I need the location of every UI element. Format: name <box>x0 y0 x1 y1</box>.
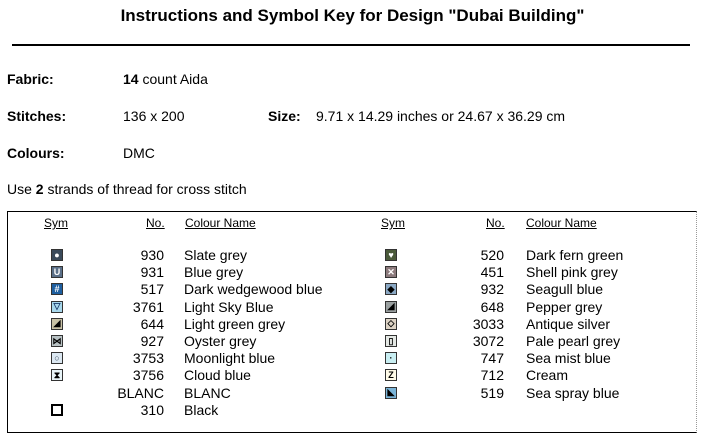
colour-number: 3756 <box>132 367 164 384</box>
grey-square-bowtie-icon: ⋈ <box>52 335 62 346</box>
stitches-value: 136 x 200 <box>123 108 185 124</box>
grey-square-slash-icon: ◢ <box>51 318 63 330</box>
silver-square-diamond-outline-icon: ◇ <box>385 318 397 330</box>
colour-number: 931 <box>140 264 164 281</box>
colour-name: Pepper grey <box>526 298 603 315</box>
dark-square-white-circle-icon: ● <box>51 249 63 261</box>
colour-name: Sea mist blue <box>526 350 611 367</box>
colour-number: 932 <box>480 281 504 298</box>
cream-square-z-icon: Z <box>385 369 397 381</box>
header-name-right: Colour Name <box>526 216 597 230</box>
green-square-heart-icon: ♥ <box>385 249 397 261</box>
header-no-left: No. <box>146 216 165 230</box>
header-sym-left: Sym <box>44 216 68 230</box>
fabric-label: Fabric: <box>7 71 54 87</box>
colour-number: 712 <box>480 367 504 384</box>
blue-square-circle-icon: ○ <box>51 352 63 364</box>
size-label: Size: <box>268 108 301 124</box>
colour-number: 644 <box>140 315 164 332</box>
colour-number: 519 <box>480 384 504 401</box>
colour-name: Light Sky Blue <box>184 298 274 315</box>
colours-label: Colours: <box>7 145 65 161</box>
fabric-value <box>123 71 208 87</box>
colour-name: Blue grey <box>184 264 244 281</box>
fabric-type: count Aida <box>138 71 208 87</box>
note-suffix: strands of thread for cross stitch <box>43 181 247 197</box>
colour-name: Shell pink grey <box>526 264 618 281</box>
fabric-count: 14 <box>123 71 139 87</box>
note-prefix: Use <box>7 181 36 197</box>
colour-number: 648 <box>480 298 504 315</box>
colour-name: Sea spray blue <box>526 384 620 401</box>
colour-number: 520 <box>480 247 504 263</box>
colour-number: BLANC <box>117 384 164 401</box>
strand-count: 2 <box>35 181 44 197</box>
colour-number: 3761 <box>132 298 164 315</box>
stitches-label: Stitches: <box>7 108 67 124</box>
pale-blue-square-hourglass-icon: ⧗ <box>51 369 63 381</box>
colour-number: 3753 <box>132 350 164 367</box>
blue-square-hash-icon: # <box>51 283 63 295</box>
colour-name: Cream <box>526 367 569 384</box>
colour-name: Slate grey <box>184 247 248 263</box>
colour-number: 310 <box>140 401 164 418</box>
colour-name: Dark wedgewood blue <box>184 281 323 298</box>
colour-number: 747 <box>480 350 504 367</box>
header-no-right: No. <box>486 216 505 230</box>
blue-square-diamond-icon: ◆ <box>385 283 397 295</box>
white-square-black-border-icon <box>51 404 63 416</box>
colour-name: Light green grey <box>184 315 286 332</box>
colour-number: 3072 <box>472 333 504 349</box>
colour-number: 517 <box>140 281 164 298</box>
colour-name: Dark fern green <box>526 247 624 263</box>
thread-instruction <box>7 181 247 197</box>
colour-name: Antique silver <box>526 315 611 332</box>
colour-number: 930 <box>140 247 164 263</box>
colour-number: 451 <box>480 264 504 281</box>
aqua-square-dot-icon: · <box>385 352 397 364</box>
colour-name: Black <box>184 401 219 418</box>
colour-name: BLANC <box>184 384 231 401</box>
colour-name: Pale pearl grey <box>526 333 621 349</box>
page-title: Instructions and Symbol Key for Design "Dubai Building" <box>120 6 585 25</box>
header-name-left: Colour Name <box>185 216 256 230</box>
pearl-square-rectangle-icon: ▯ <box>385 335 397 347</box>
colour-name: Seagull blue <box>526 281 604 298</box>
light-blue-square-triangle-icon: ▽ <box>51 301 63 313</box>
grey-square-wedge-icon: ◢ <box>385 301 397 313</box>
blue-square-u-icon: U <box>51 266 63 278</box>
title-divider <box>12 44 690 46</box>
colour-name: Oyster grey <box>184 333 257 349</box>
colour-name: Cloud blue <box>184 367 251 384</box>
blue-square-triangle-icon: ◣ <box>385 387 397 399</box>
size-value: 9.71 x 14.29 inches or 24.67 x 36.29 cm <box>316 108 566 124</box>
colour-name: Moonlight blue <box>184 350 276 367</box>
grey-square-x-icon: ✕ <box>385 266 397 278</box>
colour-number: 3033 <box>472 315 504 332</box>
header-sym-right: Sym <box>381 216 405 230</box>
colours-value: DMC <box>123 145 155 161</box>
colour-number: 927 <box>140 333 164 349</box>
